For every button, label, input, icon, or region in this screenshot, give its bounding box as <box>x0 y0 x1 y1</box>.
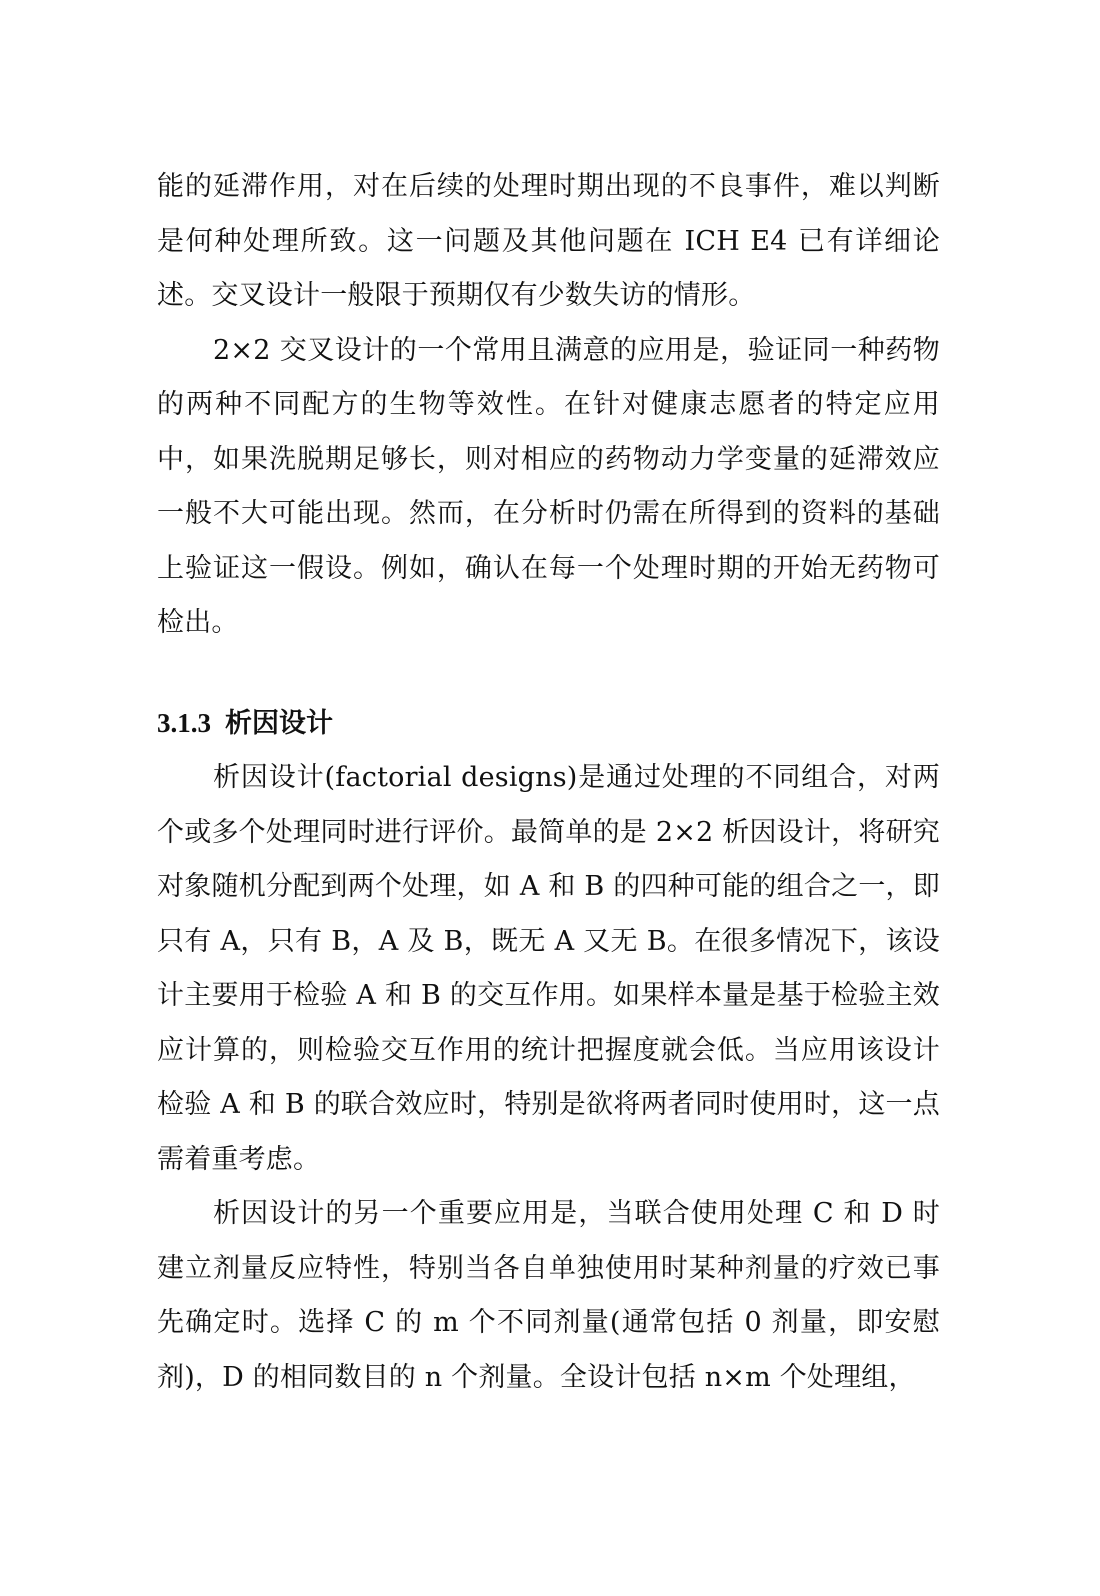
paragraph-bioequivalence: 2×2 交叉设计的一个常用且满意的应用是，验证同一种药物的两种不同配方的生物等效性。在针对健康志愿者的特定应用中，如果洗脱期足够长，则对相应的药物动力学变量的延滞效应一般不大可能出现。然而，在分析时仍需在所得到的资料的基础上验证这一假设。例如，确认在每一个处理时期的开始无药物可检出。 <box>157 334 940 638</box>
paragraph-dose-response: 析因设计的另一个重要应用是，当联合使用处理 C 和 D 时建立剂量反应特性，特别当各自单独使用时某种剂量的疗效已事先确定时。选择 C 的 m 个不同剂量(通常包括 0 剂量，即安慰剂)，D 的相同数目的 n 个剂量。全设计包括 n×m 个处理组， <box>157 1198 940 1393</box>
document-body <box>157 160 940 1405</box>
section-heading <box>157 696 940 752</box>
section-title: 析因设计 <box>225 707 333 739</box>
section-number: 3.1.3 <box>157 707 211 738</box>
paragraph-factorial-definition: 析因设计(factorial designs)是通过处理的不同组合，对两个或多个处理同时进行评价。最简单的是 2×2 析因设计，将研究对象随机分配到两个处理，如 A 和 B 的四种可能的组合之一，即只有 A，只有 B，A 及 B，既无 A 又无 B。在很多情况下，该设计主要用于检验 A 和 B 的交互作用。如果样本量是基于检验主效应计算的，则检验交互作用的统计把握度就会低。当应用该设计检验 A 和 B 的联合效应时，特别是欲将两者同时使用时，这一点需着重考虑。 <box>157 762 940 1175</box>
paragraph-carryover-adverse-events: 能的延滞作用，对在后续的处理时期出现的不良事件，难以判断是何种处理所致。这一问题及其他问题在 ICH E4 已有详细论述。交叉设计一般限于预期仅有少数失访的情形。 <box>157 171 940 311</box>
